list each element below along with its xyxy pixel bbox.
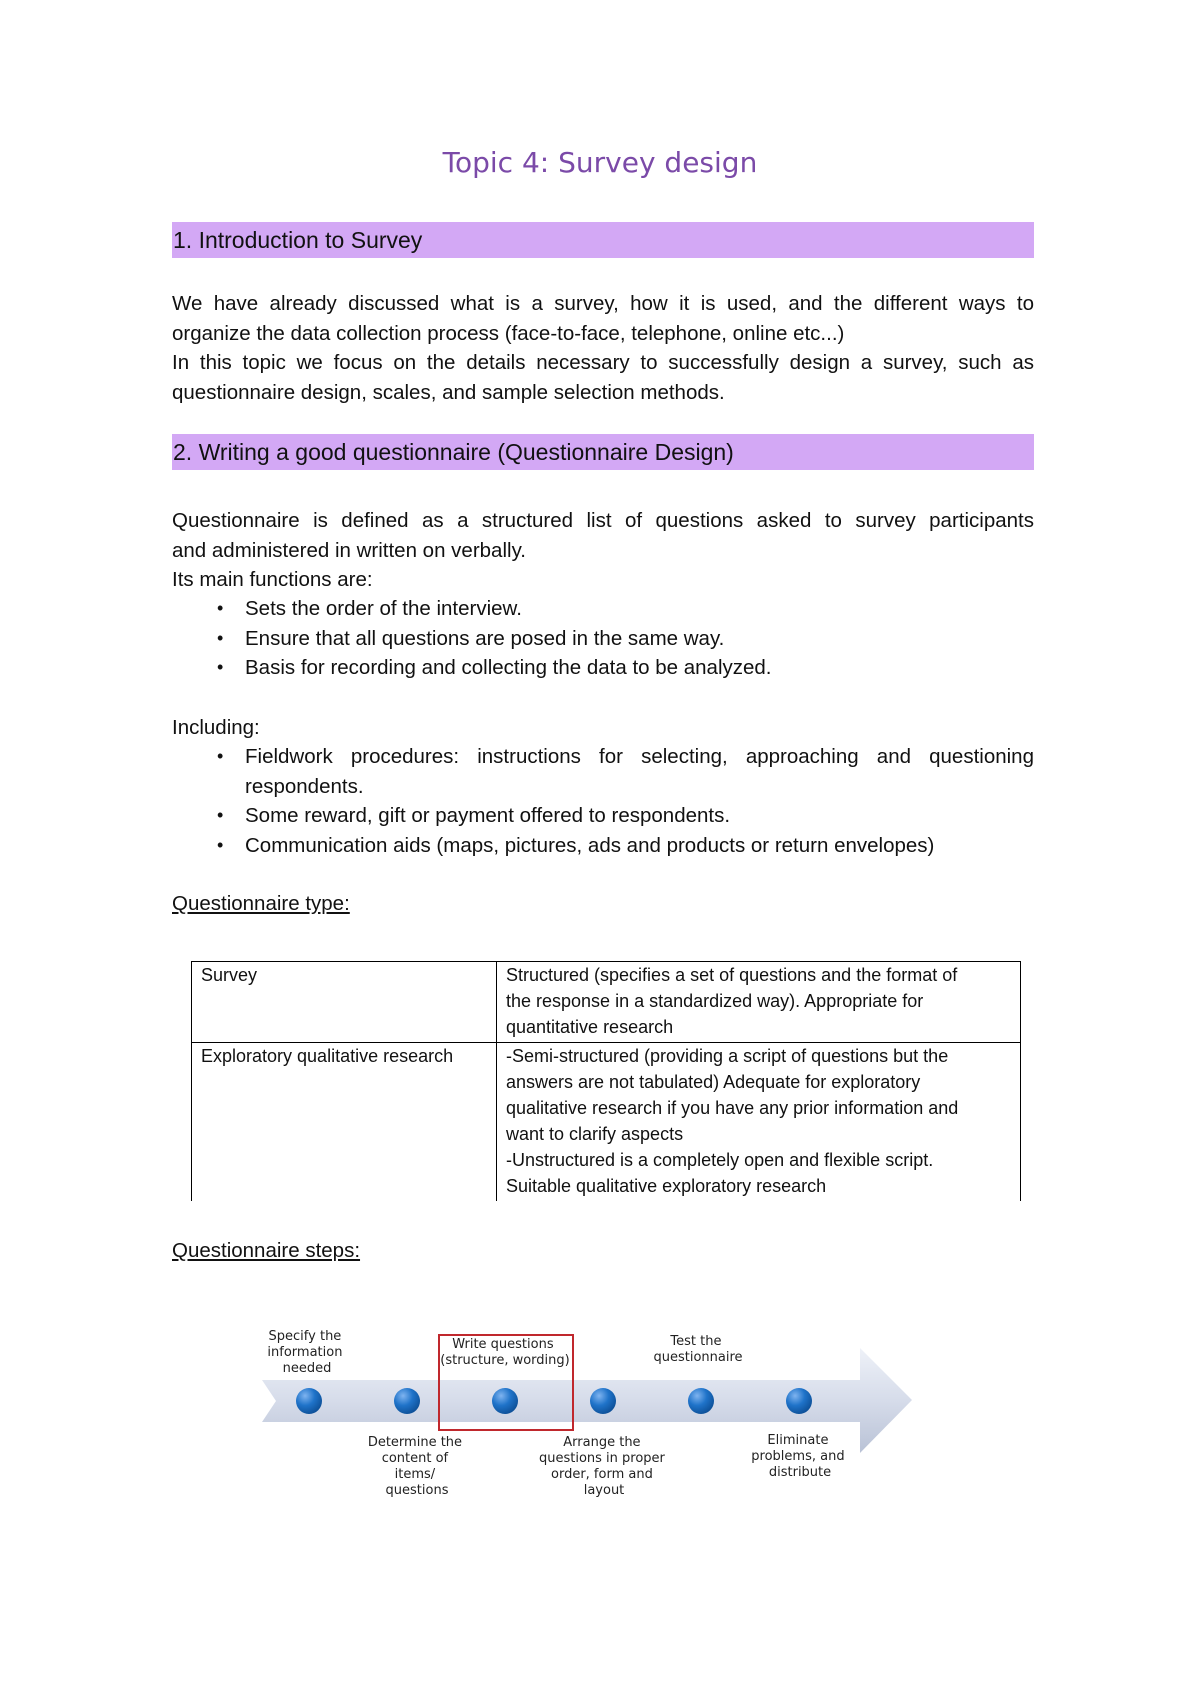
page-title: Topic 4: Survey design <box>442 146 758 179</box>
step-label-3: Write questions (structure, wording) <box>440 1337 570 1368</box>
definition-paragraph <box>172 506 1034 595</box>
intro-line: organize the data collection process (face-to-face, telephone, online etc...) <box>172 321 845 345</box>
intro-paragraph <box>172 289 1034 407</box>
table-cell-type: Survey <box>192 962 497 1043</box>
step-dot-6 <box>786 1388 812 1414</box>
list-item: • Some reward, gift or payment offered to respondents. <box>217 804 731 827</box>
definition-line: and administered in written on verbally. <box>172 538 526 562</box>
table-cell-type: Exploratory qualitative research <box>192 1043 497 1202</box>
table-cell-description: -Semi-structured (providing a script of questions but the answers are not tabulated) Adequate for exploratory qualitative research if you have any prior information and want to clarify aspects -Unstructured is a completely open and flexible script. Suitable qualitative exploratory research <box>497 1043 1021 1202</box>
section-heading-questionnaire: 2. Writing a good questionnaire (Questionnaire Design) <box>172 434 1034 470</box>
intro-line: We have already discussed what is a survey, how it is used, and the different ways to <box>172 292 1034 315</box>
step-label-5: Test the questionnaire <box>653 1334 743 1365</box>
step-dot-2 <box>394 1388 420 1414</box>
list-item: • Fieldwork procedures: instructions for selecting, approaching and questioning respondents. <box>217 745 1034 798</box>
questionnaire-steps-heading: Questionnaire steps: <box>172 1239 361 1262</box>
table-cell-description: Structured (specifies a set of questions and the format of the response in a standardized way). Appropriate for quantitative research <box>497 962 1021 1043</box>
questionnaire-type-table <box>191 961 1021 1201</box>
including-list <box>172 742 1034 860</box>
step-dot-1 <box>296 1388 322 1414</box>
functions-label: Its main functions are: <box>172 568 373 591</box>
table-row <box>192 962 1021 1043</box>
questionnaire-type-heading: Questionnaire type: <box>172 892 350 915</box>
functions-list <box>172 594 1034 683</box>
table-row <box>192 1043 1021 1202</box>
list-item: • Basis for recording and collecting the data to be analyzed. <box>217 656 772 679</box>
step-dot-5 <box>688 1388 714 1414</box>
step-dot-4 <box>590 1388 616 1414</box>
including-label: Including: <box>172 716 260 739</box>
list-item: • Communication aids (maps, pictures, ads and products or return envelopes) <box>217 833 935 857</box>
step-dot-3 <box>492 1388 518 1414</box>
list-item: • Sets the order of the interview. <box>217 597 522 620</box>
step-label-6: Eliminate problems, and distribute <box>751 1433 845 1480</box>
intro-line: questionnaire design, scales, and sample selection methods. <box>172 380 725 404</box>
definition-line: Questionnaire is defined as a structured list of questions asked to survey participants <box>172 509 1034 532</box>
step-label-2: Determine the content of items/ questions <box>367 1435 463 1498</box>
step-label-1: Specify the information needed <box>267 1329 343 1376</box>
intro-line: In this topic we focus on the details necessary to successfully design a survey, such as <box>172 351 1034 374</box>
step-label-4: Arrange the questions in proper order, form and layout <box>538 1435 665 1498</box>
list-item: • Ensure that all questions are posed in the same way. <box>217 626 725 650</box>
section-heading-intro: 1. Introduction to Survey <box>172 222 1034 258</box>
